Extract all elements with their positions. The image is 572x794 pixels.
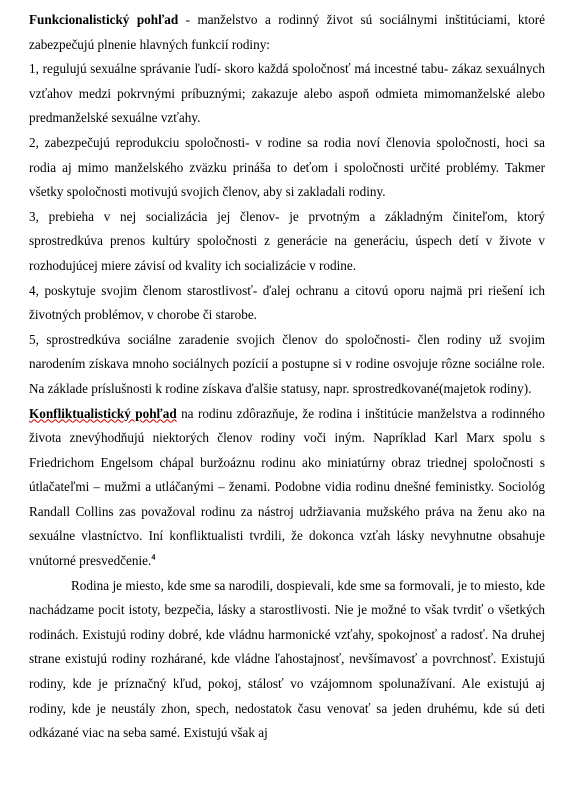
conflict-text: na rodinu zdôrazňuje, že rodina i inštitúcie manželstva a rodinného života znevýhodňujú niektorých členov rodiny voči iným. Napríklad Karl Marx spolu s Friedrichom Engelsom chápal buržoáznu rodinu ako miniatúrny obraz triednej spoločnosti s útlačateľmi – mužmi a utláčanými – ženami. Podobne vidia rodinu dnešné feministky. Sociológ Randall Collins zas považoval rodinu za nástroj udržiavania mužského práva na ženu ako na sexuálne vlastníctvo. Iní konfliktualisti tvrdili, že dokonca vzťah lásky nevyhnutne obsahuje vnútorné presvedčenie.: [29, 405, 545, 569]
document-page: [29, 8, 545, 746]
functionalist-heading: Funkcionalistický pohľad: [29, 12, 179, 27]
function-item-5: 5, sprostredkúva sociálne zaradenie svojich členov do spoločnosti- člen rodiny už svojim narodením získava mnoho sociálnych pozícií a postupne si v rodine osvojuje rôzne sociálne role. Na základe príslušnosti k rodine získava ďalšie statusy, napr. sprostredkované(majetok rodiny).: [29, 331, 545, 396]
closing-paragraph: Rodina je miesto, kde sme sa narodili, dospievali, kde sme sa formovali, je to miesto, kde nachádzame pocit istoty, bezpečia, lásky a starostlivosti. Nie je možné to však tvrdiť o všetkých rodinách. Existujú rodiny dobré, kde vládnu harmonické vzťahy, spokojnosť a radosť. Na druhej strane existujú rodiny rozhárané, kde vládne ľahostajnosť, nevšímavosť a povrchnosť. Existujú rodiny, kde je príznačný kľud, pokoj, stálosť vo vzájomnom spolunažívaní. Ale existujú aj rodiny, kde je neustály zhon, spech, nedostatok času venovať sa jeden druhému, kde sú deti odkázané viac na seba samé. Existujú však aj: [29, 577, 545, 741]
function-item-2: 2, zabezpečujú reprodukciu spoločnosti- v rodine sa rodia noví členovia spoločnosti, hoci sa rodia aj mimo manželského zväzku prináša to deťom i spoločnosti určité problémy. Takmer všetky spoločnosti motivujú svojich členov, aby si zakladali rodiny.: [29, 134, 545, 200]
function-item-3: 3, prebieha v nej socializácia jej členov- je prvotným a základným činiteľom, ktorý sprostredkúva prenos kultúry spoločnosti z generácie na generáciu, úspech detí v živote v rozhodujúcej miere závisí od kvality ich socializácie v rodine.: [29, 208, 545, 273]
function-item-4: 4, poskytuje svojim členom starostlivosť- ďalej ochranu a citovú oporu najmä pri riešení ich životných problémov, v chorobe či starobe.: [29, 282, 545, 323]
intro-paragraph: [29, 8, 545, 57]
intro-text: - manželstvo a rodinný život sú sociálnymi inštitúciami, ktoré zabezpečujú plnenie hlavných funkcií rodiny:: [29, 12, 546, 52]
conflict-heading: Konfliktualistický pohľad: [29, 405, 177, 421]
conflict-paragraph: [29, 402, 545, 574]
function-item-1: 1, regulujú sexuálne správanie ľudí- skoro každá spoločnosť má incestné tabu- zákaz sexuálnych vzťahov medzi pokrvnými príbuznými; zakazuje alebo aspoň odmieta mimomanželské alebo predmanželské sexuálne vzťahy.: [29, 61, 545, 126]
footnote-marker: 4: [151, 552, 156, 562]
